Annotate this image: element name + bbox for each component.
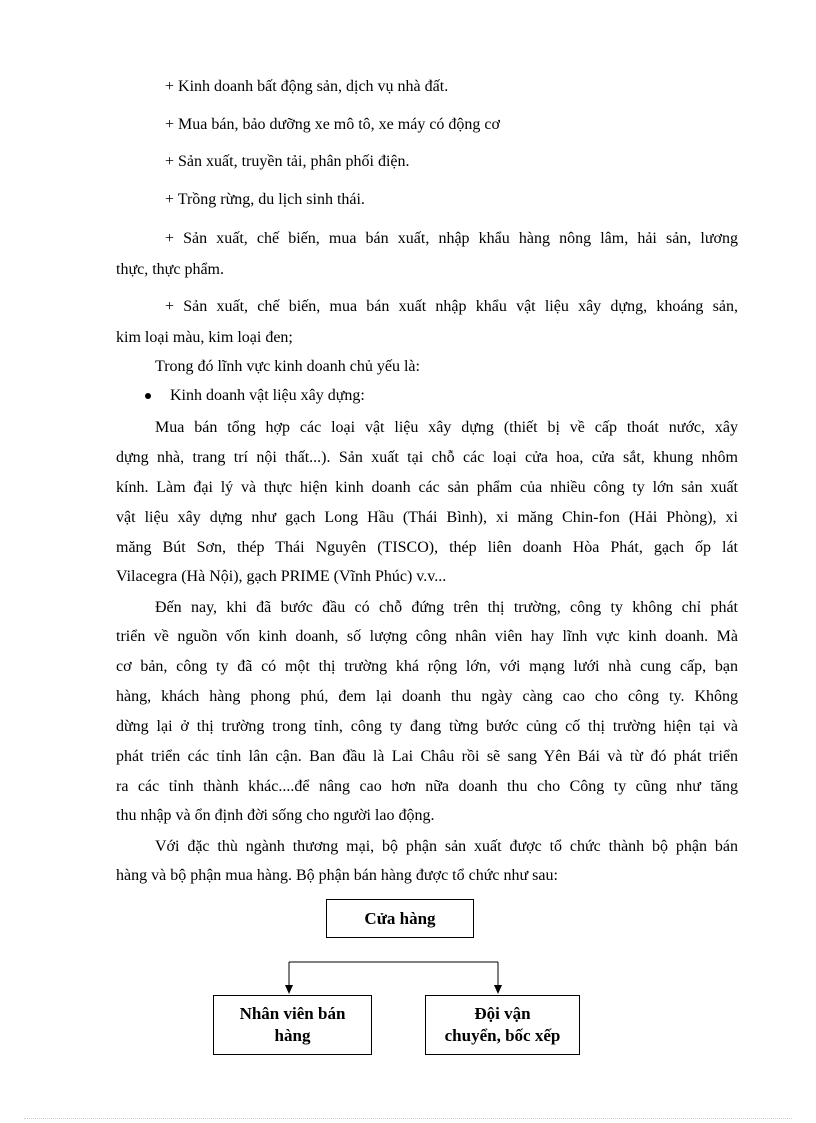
- org-node-transport-team: [425, 995, 580, 1055]
- paragraph-2-line-5: dừng lại ở thị trường trong tỉnh, công ty đang từng bước củng cố thị trường hiện tại và: [116, 718, 738, 735]
- business-line-materials: + Sản xuất, chế biến, mua bán xuất nhập khẩu vật liệu xây dựng, khoáng sản,: [165, 298, 738, 315]
- paragraph-2-line-8: thu nhập và ổn định đời sống cho người lao động.: [116, 807, 435, 824]
- paragraph-1-line-4: vật liệu xây dựng như gạch Long Hầu (Thái Bình), xi măng Chin-fon (Hải Phòng), xi: [116, 509, 738, 526]
- paragraph-2-line-2: triển về nguồn vốn kinh doanh, số lượng công nhân viên hay lĩnh vực kinh doanh. Mà: [116, 628, 738, 645]
- paragraph-2-line-1: Đến nay, khi đã bước đầu có chỗ đứng trên thị trường, công ty không chỉ phát: [155, 599, 738, 616]
- business-line-agriculture: + Sản xuất, chế biến, mua bán xuất, nhập khẩu hàng nông lâm, hải sản, lương: [165, 230, 738, 247]
- main-fields-intro: Trong đó lĩnh vực kinh doanh chủ yếu là:: [155, 358, 420, 375]
- org-node-sales-staff-line-2: hàng: [274, 1026, 311, 1045]
- page-bottom-divider: [24, 1118, 792, 1119]
- business-line-agriculture-cont: thực, thực phẩm.: [116, 261, 224, 278]
- paragraph-1-line-6: Vilacegra (Hà Nội), gạch PRIME (Vĩnh Phúc) v.v...: [116, 568, 447, 585]
- org-node-store-label: Cửa hàng: [364, 908, 436, 928]
- bullet-item-materials: Kinh doanh vật liệu xây dựng:: [170, 387, 365, 404]
- org-node-sales-staff: [213, 995, 372, 1055]
- paragraph-3-line-1: Với đặc thù ngành thương mại, bộ phận sản xuất được tổ chức thành bộ phận bán: [155, 838, 738, 855]
- paragraph-1-line-2: dựng nhà, trang trí nội thất...). Sản xuất tại chỗ các loại cửa hoa, cửa sắt, khung nhôm: [116, 449, 738, 466]
- org-node-transport-team-line-2: chuyển, bốc xếp: [444, 1026, 561, 1045]
- paragraph-2-line-3: cơ bản, công ty đã có một thị trường khá rộng lớn, với mạng lưới nhà cung cấp, bạn: [116, 658, 738, 675]
- paragraph-1-line-3: kính. Làm đại lý và thực hiện kinh doanh các sản phẩm của nhiều công ty lớn sản xuất: [116, 479, 738, 496]
- org-node-transport-team-line-1: Đội vận: [474, 1004, 531, 1023]
- paragraph-2-line-4: hàng, khách hàng phong phú, đem lại doanh thu ngày càng cao cho công ty. Không: [116, 688, 738, 705]
- paragraph-2-line-7: ra các tỉnh thành khác....để nâng cao hơn nữa doanh thu cho Công ty cũng như tăng: [116, 778, 738, 795]
- business-line-electricity: + Sản xuất, truyền tải, phân phối điện.: [165, 153, 410, 170]
- org-node-sales-staff-line-1: Nhân viên bán: [239, 1004, 346, 1023]
- business-line-forestry: + Trồng rừng, du lịch sinh thái.: [165, 191, 365, 208]
- left-arrow-icon: [285, 985, 293, 994]
- org-node-store: [326, 899, 474, 938]
- business-line-materials-cont: kim loại màu, kim loại đen;: [116, 329, 293, 346]
- paragraph-1-line-5: măng Bút Sơn, thép Thái Nguyên (TISCO), thép liên doanh Hòa Phát, gạch ốp lát: [116, 539, 738, 556]
- paragraph-3-line-2: hàng và bộ phận mua hàng. Bộ phận bán hàng được tổ chức như sau:: [116, 867, 558, 884]
- business-line-motorbikes: + Mua bán, bảo dưỡng xe mô tô, xe máy có động cơ: [165, 116, 500, 133]
- business-line-real-estate: + Kinh doanh bất động sản, dịch vụ nhà đất.: [165, 78, 449, 95]
- paragraph-2-line-6: phát triển các tỉnh lân cận. Ban đầu là Lai Châu rồi sẽ sang Yên Bái và từ đó phát triển: [116, 748, 738, 765]
- right-arrow-icon: [494, 985, 502, 994]
- paragraph-1-line-1: Mua bán tổng hợp các loại vật liệu xây dựng (thiết bị về cấp thoát nước, xây: [155, 419, 738, 436]
